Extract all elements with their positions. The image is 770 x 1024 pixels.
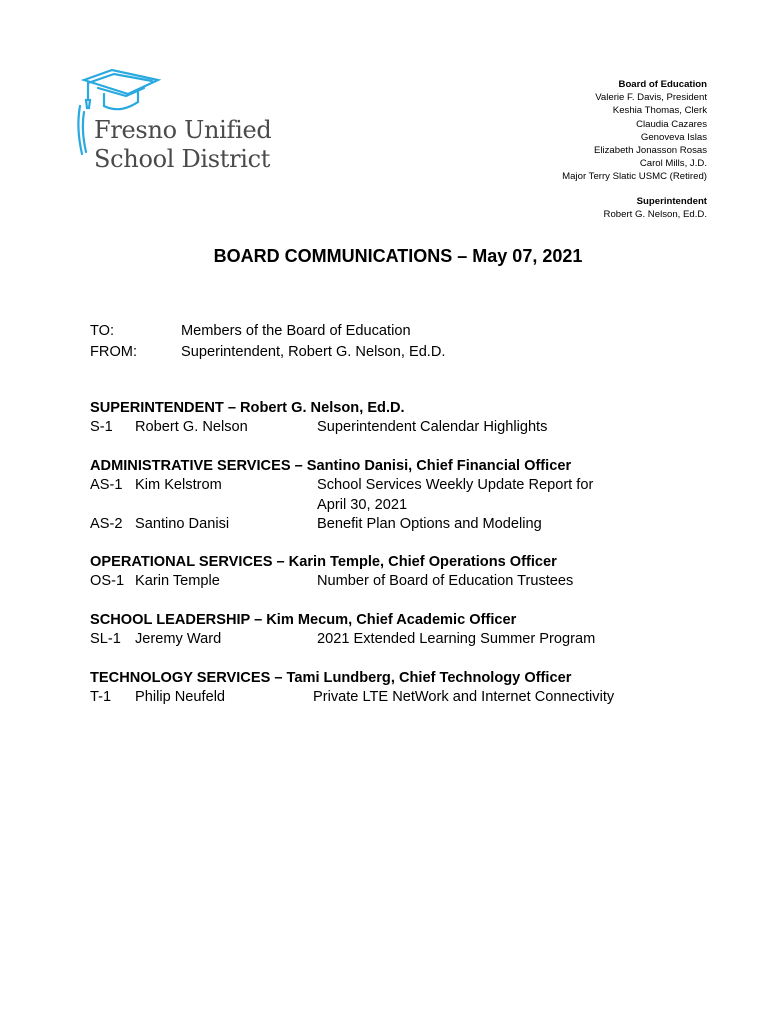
- district-logo: [74, 66, 284, 176]
- district-name-line2: School District: [94, 145, 271, 173]
- section-school-leadership: [90, 611, 647, 650]
- section-heading: OPERATIONAL SERVICES – Karin Temple, Chief Operations Officer: [90, 554, 557, 570]
- item-topic: Private LTE NetWork and Internet Connectivity: [313, 689, 615, 706]
- item-code: AS-1: [90, 477, 123, 494]
- memo-header: [90, 321, 445, 363]
- list-item: [90, 688, 643, 707]
- item-presenter: Philip Neufeld: [135, 689, 226, 706]
- district-name-line1: Fresno Unified: [94, 116, 272, 144]
- list-item: [90, 515, 647, 534]
- section-superintendent: [90, 399, 647, 438]
- section-technology-services: [90, 669, 643, 708]
- board-member: Valerie F. Davis, President: [595, 92, 707, 104]
- section-heading: TECHNOLOGY SERVICES – Tami Lundberg, Chief Technology Officer: [90, 670, 572, 686]
- from-row: [90, 342, 445, 363]
- item-topic: Benefit Plan Options and Modeling: [317, 515, 542, 532]
- item-code: T-1: [90, 689, 112, 706]
- item-topic: Number of Board of Education Trustees: [317, 573, 574, 590]
- item-topic-line1: School Services Weekly Update Report for: [317, 477, 594, 494]
- item-topic: 2021 Extended Learning Summer Program: [317, 631, 596, 648]
- superintendent-heading: Superintendent: [636, 195, 707, 207]
- item-code: S-1: [90, 419, 113, 436]
- board-member: Keshia Thomas, Clerk: [612, 105, 707, 117]
- list-item: [90, 476, 647, 515]
- board-member: Elizabeth Jonasson Rosas: [593, 145, 707, 157]
- to-label: TO:: [90, 323, 115, 339]
- list-item: [90, 630, 647, 649]
- section-heading: SCHOOL LEADERSHIP – Kim Mecum, Chief Academic Officer: [90, 612, 517, 628]
- section-heading: SUPERINTENDENT – Robert G. Nelson, Ed.D.: [90, 400, 405, 416]
- list-item: [90, 572, 647, 591]
- item-code: SL-1: [90, 631, 121, 648]
- board-member: Claudia Cazares: [636, 118, 707, 130]
- section-heading: ADMINISTRATIVE SERVICES – Santino Danisi, Chief Financial Officer: [90, 458, 572, 474]
- page-title: BOARD COMMUNICATIONS – May 07, 2021: [213, 246, 583, 266]
- item-presenter: Santino Danisi: [135, 515, 230, 532]
- from-label: FROM:: [90, 344, 138, 360]
- board-member: Carol Mills, J.D.: [639, 158, 707, 170]
- section-operational-services: [90, 553, 647, 592]
- to-value: Members of the Board of Education: [181, 323, 411, 339]
- section-administrative-services: [90, 457, 647, 534]
- item-presenter: Karin Temple: [135, 573, 220, 590]
- board-heading: Board of Education: [618, 79, 707, 90]
- item-topic: Superintendent Calendar Highlights: [317, 419, 548, 436]
- item-code: AS-2: [90, 515, 123, 532]
- item-topic: [317, 476, 647, 515]
- item-code: OS-1: [90, 573, 125, 590]
- board-member: Major Terry Slatic USMC (Retired): [562, 171, 707, 183]
- board-member: Genoveva Islas: [640, 131, 707, 143]
- item-presenter: Kim Kelstrom: [135, 477, 222, 494]
- item-presenter: Jeremy Ward: [135, 631, 222, 648]
- superintendent-name: Robert G. Nelson, Ed.D.: [603, 208, 707, 220]
- district-name: [94, 116, 271, 174]
- item-presenter: Robert G. Nelson: [135, 419, 248, 436]
- board-list: [562, 78, 707, 221]
- to-row: [90, 321, 445, 342]
- list-item: [90, 418, 647, 437]
- from-value: Superintendent, Robert G. Nelson, Ed.D.: [181, 344, 446, 360]
- item-topic-line2: April 30, 2021: [317, 496, 408, 513]
